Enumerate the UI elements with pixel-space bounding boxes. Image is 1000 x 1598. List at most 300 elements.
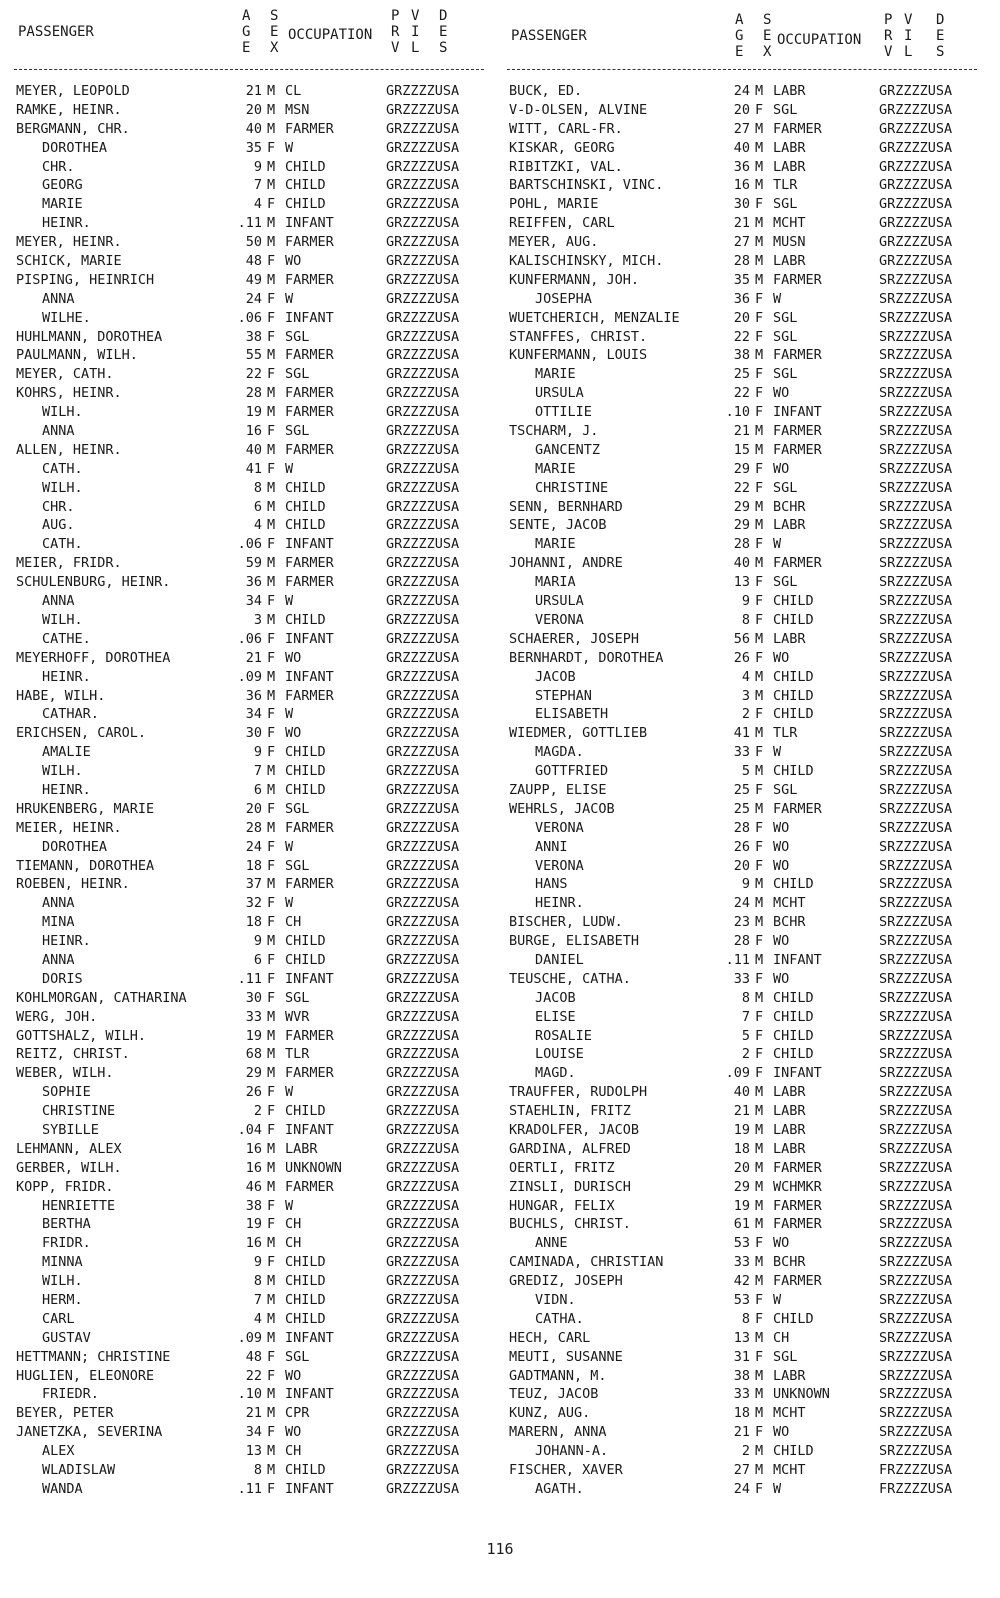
passenger-row [14, 403, 484, 422]
passenger-row [507, 139, 977, 158]
passenger-row [507, 1234, 977, 1253]
passenger-route-code: SRZZZZUSA [879, 1367, 953, 1384]
passenger-name: MINA [42, 914, 75, 931]
passenger-row [14, 384, 484, 403]
passenger-name: SENTE, JACOB [509, 517, 607, 534]
passenger-route-code: SRZZZZUSA [879, 517, 953, 534]
passenger-route-code: SRZZZZUSA [879, 857, 953, 874]
passenger-route-code: GRZZZZUSA [386, 1178, 460, 1195]
passenger-occupation: SGL [773, 781, 798, 798]
passenger-age: 16 [245, 1140, 262, 1157]
passenger-row [507, 346, 977, 365]
passenger-route-code: GRZZZZUSA [386, 215, 460, 232]
passenger-name: HUGLIEN, ELEONORE [16, 1367, 155, 1384]
passenger-age: 29 [733, 1178, 750, 1195]
passenger-name: HRUKENBERG, MARIE [16, 800, 155, 817]
passenger-name: CHR. [42, 498, 75, 515]
passenger-row [507, 781, 977, 800]
passenger-name: KOPP, FRIDR. [16, 1178, 114, 1195]
passenger-sex: M [755, 498, 764, 515]
passenger-age: 8 [253, 479, 262, 496]
passenger-occupation: W [773, 1480, 782, 1497]
passenger-age: 61 [733, 1216, 750, 1233]
passenger-name: SCHULENBURG, HEINR. [16, 574, 171, 591]
passenger-occupation: FARMER [285, 234, 334, 251]
passenger-name: STANFFES, CHRIST. [509, 328, 648, 345]
passenger-name: MARIA [535, 574, 576, 591]
passenger-name: CATH. [42, 460, 83, 477]
passenger-route-code: GRZZZZUSA [386, 1046, 460, 1063]
passenger-occupation: W [285, 706, 294, 723]
passenger-age: 20 [245, 101, 262, 118]
passenger-row [14, 195, 484, 214]
passenger-age: 22 [245, 366, 262, 383]
sex-header-letter: S [763, 12, 772, 28]
passenger-name: DOROTHEA [42, 139, 108, 156]
passenger-sex: M [755, 687, 764, 704]
passenger-row [14, 1423, 484, 1442]
passenger-name: HEINR. [535, 895, 584, 912]
passenger-occupation: CHILD [285, 763, 326, 780]
passenger-occupation: LABR [773, 253, 806, 270]
passenger-row [14, 479, 484, 498]
passenger-name: KUNFERMANN, LOUIS [509, 347, 648, 364]
passenger-row [507, 233, 977, 252]
passenger-route-code: SRZZZZUSA [879, 1254, 953, 1271]
passenger-occupation: FARMER [773, 423, 822, 440]
occupation-header: OCCUPATION [777, 32, 862, 48]
passenger-row [14, 1348, 484, 1367]
passenger-route-code: SRZZZZUSA [879, 611, 953, 628]
passenger-row [507, 1027, 977, 1046]
passenger-row [507, 82, 977, 101]
passenger-age: 41 [733, 725, 750, 742]
passenger-age: 33 [245, 1008, 262, 1025]
passenger-route-code: GRZZZZUSA [879, 253, 953, 270]
passenger-sex: F [755, 819, 764, 836]
passenger-occupation: INFANT [285, 1121, 334, 1138]
passenger-occupation: TLR [285, 1046, 310, 1063]
passenger-row [507, 1140, 977, 1159]
passenger-occupation: FARMER [285, 347, 334, 364]
passenger-age: 24 [733, 895, 750, 912]
passenger-sex: F [267, 744, 276, 761]
passenger-occupation: SGL [773, 366, 798, 383]
passenger-sex: F [267, 1480, 276, 1497]
passenger-age: 9 [253, 744, 262, 761]
passenger-row [507, 271, 977, 290]
des-header-letter: S [936, 44, 945, 60]
passenger-age: 21 [245, 83, 262, 99]
passenger-occupation: FARMER [285, 404, 334, 421]
passenger-route-code: SRZZZZUSA [879, 914, 953, 931]
passenger-age: 53 [733, 1292, 750, 1308]
passenger-route-code: GRZZZZUSA [386, 876, 460, 893]
passenger-age: 29 [245, 1065, 262, 1082]
passenger-occupation: W [285, 290, 294, 307]
pv-header-letter: P [884, 12, 893, 28]
passenger-route-code: SRZZZZUSA [879, 385, 953, 402]
passenger-row [507, 328, 977, 347]
passenger-name: WILHE. [42, 309, 91, 326]
passenger-route-code: GRZZZZUSA [386, 1103, 460, 1120]
header-rule [14, 69, 484, 70]
passenger-sex: F [755, 1046, 764, 1063]
passenger-name: WILH. [42, 1273, 83, 1290]
passenger-age: 29 [733, 517, 750, 534]
passenger-sex: F [267, 423, 276, 440]
passenger-sex: F [267, 593, 276, 610]
passenger-occupation: MCHT [773, 215, 806, 232]
passenger-row [507, 403, 977, 422]
passenger-row [507, 1310, 977, 1329]
passenger-name: GOTTSHALZ, WILH. [16, 1027, 147, 1044]
passenger-name: VERONA [535, 611, 584, 628]
passenger-age: .06 [237, 536, 262, 553]
passenger-name: STEPHAN [535, 687, 592, 704]
passenger-name: WITT, CARL-FR. [509, 120, 623, 137]
passenger-sex: M [755, 1178, 764, 1195]
passenger-sex: M [755, 517, 764, 534]
passenger-name: WANDA [42, 1480, 83, 1497]
passenger-route-code: GRZZZZUSA [386, 857, 460, 874]
passenger-name: MARIE [535, 366, 576, 383]
passenger-occupation: CHILD [285, 933, 326, 950]
passenger-row [507, 857, 977, 876]
passenger-age: 33 [733, 744, 750, 761]
passenger-sex: F [267, 309, 276, 326]
passenger-route-code: GRZZZZUSA [386, 1348, 460, 1365]
passenger-occupation: CHILD [773, 876, 814, 893]
vi-header-letter: I [411, 24, 420, 40]
passenger-age: 41 [245, 460, 262, 477]
passenger-route-code: GRZZZZUSA [386, 914, 460, 931]
passenger-route-code: GRZZZZUSA [879, 196, 953, 213]
passenger-age: 22 [733, 385, 750, 402]
passenger-sex: F [755, 781, 764, 798]
passenger-age: 27 [733, 1462, 750, 1479]
passenger-row [507, 894, 977, 913]
passenger-route-code: GRZZZZUSA [386, 1405, 460, 1422]
passenger-name: JOSEPHA [535, 290, 592, 307]
passenger-name: FRIDR. [42, 1235, 91, 1252]
passenger-row [507, 535, 977, 554]
passenger-sex: M [267, 441, 276, 458]
passenger-occupation: WO [773, 1424, 790, 1441]
passenger-row [14, 1027, 484, 1046]
passenger-occupation: W [773, 744, 782, 761]
passenger-header: PASSENGER [18, 24, 94, 40]
passenger-occupation: WO [285, 1367, 302, 1384]
passenger-occupation: SGL [285, 989, 310, 1006]
passenger-age: 20 [245, 800, 262, 817]
passenger-name: JACOB [535, 668, 576, 685]
passenger-sex: M [755, 1103, 764, 1120]
passenger-sex: M [267, 555, 276, 572]
passenger-name: REIFFEN, CARL [509, 215, 615, 232]
passenger-age: 3 [253, 611, 262, 628]
passenger-row [507, 932, 977, 951]
passenger-name: MEYER, HEINR. [16, 234, 122, 251]
passenger-row [14, 139, 484, 158]
passenger-occupation: CHILD [285, 611, 326, 628]
passenger-occupation: INFANT [285, 215, 334, 232]
passenger-sex: M [267, 234, 276, 251]
passenger-occupation: WO [773, 385, 790, 402]
passenger-occupation: TLR [773, 725, 798, 742]
passenger-sex: M [755, 347, 764, 364]
passenger-age: 24 [733, 83, 750, 99]
passenger-row [507, 214, 977, 233]
passenger-occupation: WO [285, 1424, 302, 1441]
passenger-row [14, 120, 484, 139]
passenger-route-code: GRZZZZUSA [386, 290, 460, 307]
passenger-occupation: FARMER [773, 1273, 822, 1290]
passenger-age: 8 [741, 1310, 750, 1327]
passenger-sex: M [267, 876, 276, 893]
passenger-sex: M [267, 933, 276, 950]
passenger-name: SENN, BERNHARD [509, 498, 623, 515]
passenger-sex: F [755, 1310, 764, 1327]
passenger-occupation: FARMER [773, 271, 822, 288]
passenger-occupation: FARMER [285, 876, 334, 893]
passenger-row [14, 573, 484, 592]
passenger-name: GEORG [42, 177, 83, 194]
passenger-row [14, 1461, 484, 1480]
passenger-occupation: CHILD [285, 1103, 326, 1120]
passenger-route-code: GRZZZZUSA [386, 1292, 460, 1308]
passenger-sex: M [267, 271, 276, 288]
passenger-route-code: SRZZZZUSA [879, 800, 953, 817]
passenger-route-code: SRZZZZUSA [879, 423, 953, 440]
passenger-sex: F [755, 1027, 764, 1044]
passenger-name: JACOB [535, 989, 576, 1006]
passenger-row [14, 1291, 484, 1310]
passenger-name: ANNA [42, 423, 75, 440]
passenger-sex: F [267, 1254, 276, 1271]
passenger-age: 24 [245, 838, 262, 855]
passenger-route-code: GRZZZZUSA [879, 83, 953, 99]
passenger-occupation: CHILD [285, 177, 326, 194]
passenger-name: MEYER, LEOPOLD [16, 83, 130, 99]
passenger-name: MINNA [42, 1254, 83, 1271]
passenger-occupation: WO [773, 838, 790, 855]
passenger-row [507, 1461, 977, 1480]
passenger-name: RIBITZKI, VAL. [509, 158, 623, 175]
passenger-age: 19 [733, 1121, 750, 1138]
passenger-name: BURGE, ELISABETH [509, 933, 640, 950]
passenger-age: 18 [733, 1140, 750, 1157]
passenger-occupation: FARMER [285, 687, 334, 704]
passenger-name: OERTLI, FRITZ [509, 1159, 615, 1176]
column-header [507, 6, 977, 68]
passenger-route-code: SRZZZZUSA [879, 536, 953, 553]
passenger-row [507, 838, 977, 857]
passenger-sex: M [755, 630, 764, 647]
passenger-row [507, 252, 977, 271]
passenger-sex: M [267, 347, 276, 364]
passenger-route-code: SRZZZZUSA [879, 744, 953, 761]
passenger-name: SOPHIE [42, 1084, 91, 1101]
passenger-route-code: SRZZZZUSA [879, 668, 953, 685]
passenger-occupation: SGL [285, 366, 310, 383]
passenger-sex: F [755, 1008, 764, 1025]
passenger-age: 25 [733, 800, 750, 817]
passenger-occupation: CH [285, 1235, 302, 1252]
passenger-age: 48 [245, 1348, 262, 1365]
passenger-name: MEYER, AUG. [509, 234, 599, 251]
passenger-sex: F [267, 838, 276, 855]
passenger-age: 21 [733, 1424, 750, 1441]
passenger-age: .06 [237, 630, 262, 647]
passenger-name: PAULMANN, WILH. [16, 347, 138, 364]
passenger-occupation: CHILD [773, 1046, 814, 1063]
passenger-occupation: INFANT [285, 1329, 334, 1346]
passenger-name: GOTTFRIED [535, 763, 609, 780]
passenger-route-code: SRZZZZUSA [879, 838, 953, 855]
passenger-route-code: GRZZZZUSA [386, 517, 460, 534]
passenger-occupation: SGL [773, 1348, 798, 1365]
passenger-route-code: GRZZZZUSA [386, 1462, 460, 1479]
passenger-occupation: INFANT [285, 1386, 334, 1403]
passenger-row [14, 101, 484, 120]
passenger-occupation: INFANT [773, 1065, 822, 1082]
passenger-route-code: GRZZZZUSA [386, 706, 460, 723]
passenger-sex: F [755, 1065, 764, 1082]
passenger-sex: F [267, 460, 276, 477]
passenger-row [14, 1272, 484, 1291]
passenger-occupation: WO [773, 970, 790, 987]
passenger-age: .09 [237, 668, 262, 685]
passenger-route-code: SRZZZZUSA [879, 876, 953, 893]
passenger-route-code: GRZZZZUSA [386, 593, 460, 610]
passenger-route-code: GRZZZZUSA [386, 1386, 460, 1403]
passenger-occupation: CPR [285, 1405, 310, 1422]
passenger-name: BEYER, PETER [16, 1405, 114, 1422]
passenger-occupation: MUSN [773, 234, 806, 251]
passenger-name: ZINSLI, DURISCH [509, 1178, 631, 1195]
passenger-name: URSULA [535, 593, 584, 610]
passenger-sex: F [267, 253, 276, 270]
sex-header-letter: S [270, 8, 279, 24]
passenger-sex: M [755, 441, 764, 458]
passenger-sex: F [267, 1121, 276, 1138]
passenger-route-code: GRZZZZUSA [386, 347, 460, 364]
passenger-row [14, 1385, 484, 1404]
passenger-route-code: GRZZZZUSA [386, 460, 460, 477]
passenger-occupation: CHILD [285, 498, 326, 515]
passenger-route-code: GRZZZZUSA [386, 611, 460, 628]
passenger-row [14, 1310, 484, 1329]
passenger-occupation: SGL [773, 101, 798, 118]
passenger-occupation: WO [285, 725, 302, 742]
passenger-route-code: SRZZZZUSA [879, 1140, 953, 1157]
passenger-route-code: GRZZZZUSA [386, 1273, 460, 1290]
passenger-row [14, 290, 484, 309]
passenger-occupation: SGL [285, 800, 310, 817]
passenger-age: 20 [733, 309, 750, 326]
passenger-row [14, 271, 484, 290]
passenger-row [14, 252, 484, 271]
passenger-age: 36 [245, 574, 262, 591]
passenger-occupation: INFANT [285, 630, 334, 647]
passenger-route-code: SRZZZZUSA [879, 970, 953, 987]
passenger-sex: M [267, 479, 276, 496]
passenger-row [14, 158, 484, 177]
passenger-name: V-D-OLSEN, ALVINE [509, 101, 648, 118]
passenger-occupation: FARMER [285, 1027, 334, 1044]
passenger-occupation: CHILD [773, 1443, 814, 1460]
passenger-rows [14, 82, 484, 1499]
passenger-occupation: WO [773, 460, 790, 477]
passenger-route-code: SRZZZZUSA [879, 1046, 953, 1063]
passenger-occupation: CHILD [285, 479, 326, 496]
passenger-age: 28 [733, 253, 750, 270]
des-header-letter: E [936, 28, 945, 44]
passenger-occupation: CHILD [285, 517, 326, 534]
passenger-age: 8 [253, 1273, 262, 1290]
passenger-occupation: CHILD [285, 1273, 326, 1290]
passenger-row [507, 479, 977, 498]
passenger-name: ELISE [535, 1008, 576, 1025]
passenger-age: 6 [253, 498, 262, 515]
passenger-occupation: BCHR [773, 914, 806, 931]
passenger-sex: M [755, 139, 764, 156]
passenger-route-code: SRZZZZUSA [879, 933, 953, 950]
passenger-age: 16 [245, 1235, 262, 1252]
passenger-sex: F [755, 1480, 764, 1497]
passenger-row [14, 894, 484, 913]
passenger-name: ZAUPP, ELISE [509, 781, 607, 798]
passenger-occupation: UNKNOWN [773, 1386, 830, 1403]
passenger-sex: F [755, 838, 764, 855]
passenger-age: 22 [733, 479, 750, 496]
passenger-occupation: FARMER [285, 555, 334, 572]
passenger-occupation: CHILD [773, 763, 814, 780]
passenger-sex: M [267, 687, 276, 704]
passenger-route-code: SRZZZZUSA [879, 460, 953, 477]
passenger-name: KOHRS, HEINR. [16, 385, 122, 402]
passenger-row [14, 611, 484, 630]
passenger-age: 18 [245, 857, 262, 874]
passenger-name: MEUTI, SUSANNE [509, 1348, 623, 1365]
passenger-row [507, 1348, 977, 1367]
passenger-row [14, 328, 484, 347]
passenger-name: JOHANNI, ANDRE [509, 555, 623, 572]
passenger-row [507, 1045, 977, 1064]
passenger-sex: F [755, 101, 764, 118]
passenger-route-code: SRZZZZUSA [879, 1329, 953, 1346]
passenger-row [14, 1121, 484, 1140]
passenger-route-code: GRZZZZUSA [386, 385, 460, 402]
passenger-occupation: FARMER [285, 819, 334, 836]
passenger-name: MARERN, ANNA [509, 1424, 607, 1441]
passenger-sex: M [755, 763, 764, 780]
passenger-occupation: WO [773, 857, 790, 874]
passenger-sex: M [267, 1008, 276, 1025]
passenger-sex: M [755, 1367, 764, 1384]
passenger-sex: M [267, 83, 276, 99]
passenger-row [507, 1385, 977, 1404]
passenger-age: 49 [245, 271, 262, 288]
passenger-age: 27 [733, 120, 750, 137]
passenger-occupation: FARMER [773, 1216, 822, 1233]
passenger-sex: M [267, 404, 276, 421]
passenger-age: 16 [245, 1159, 262, 1176]
passenger-header: PASSENGER [511, 28, 587, 44]
passenger-sex: M [755, 271, 764, 288]
passenger-name: KALISCHINSKY, MICH. [509, 253, 664, 270]
